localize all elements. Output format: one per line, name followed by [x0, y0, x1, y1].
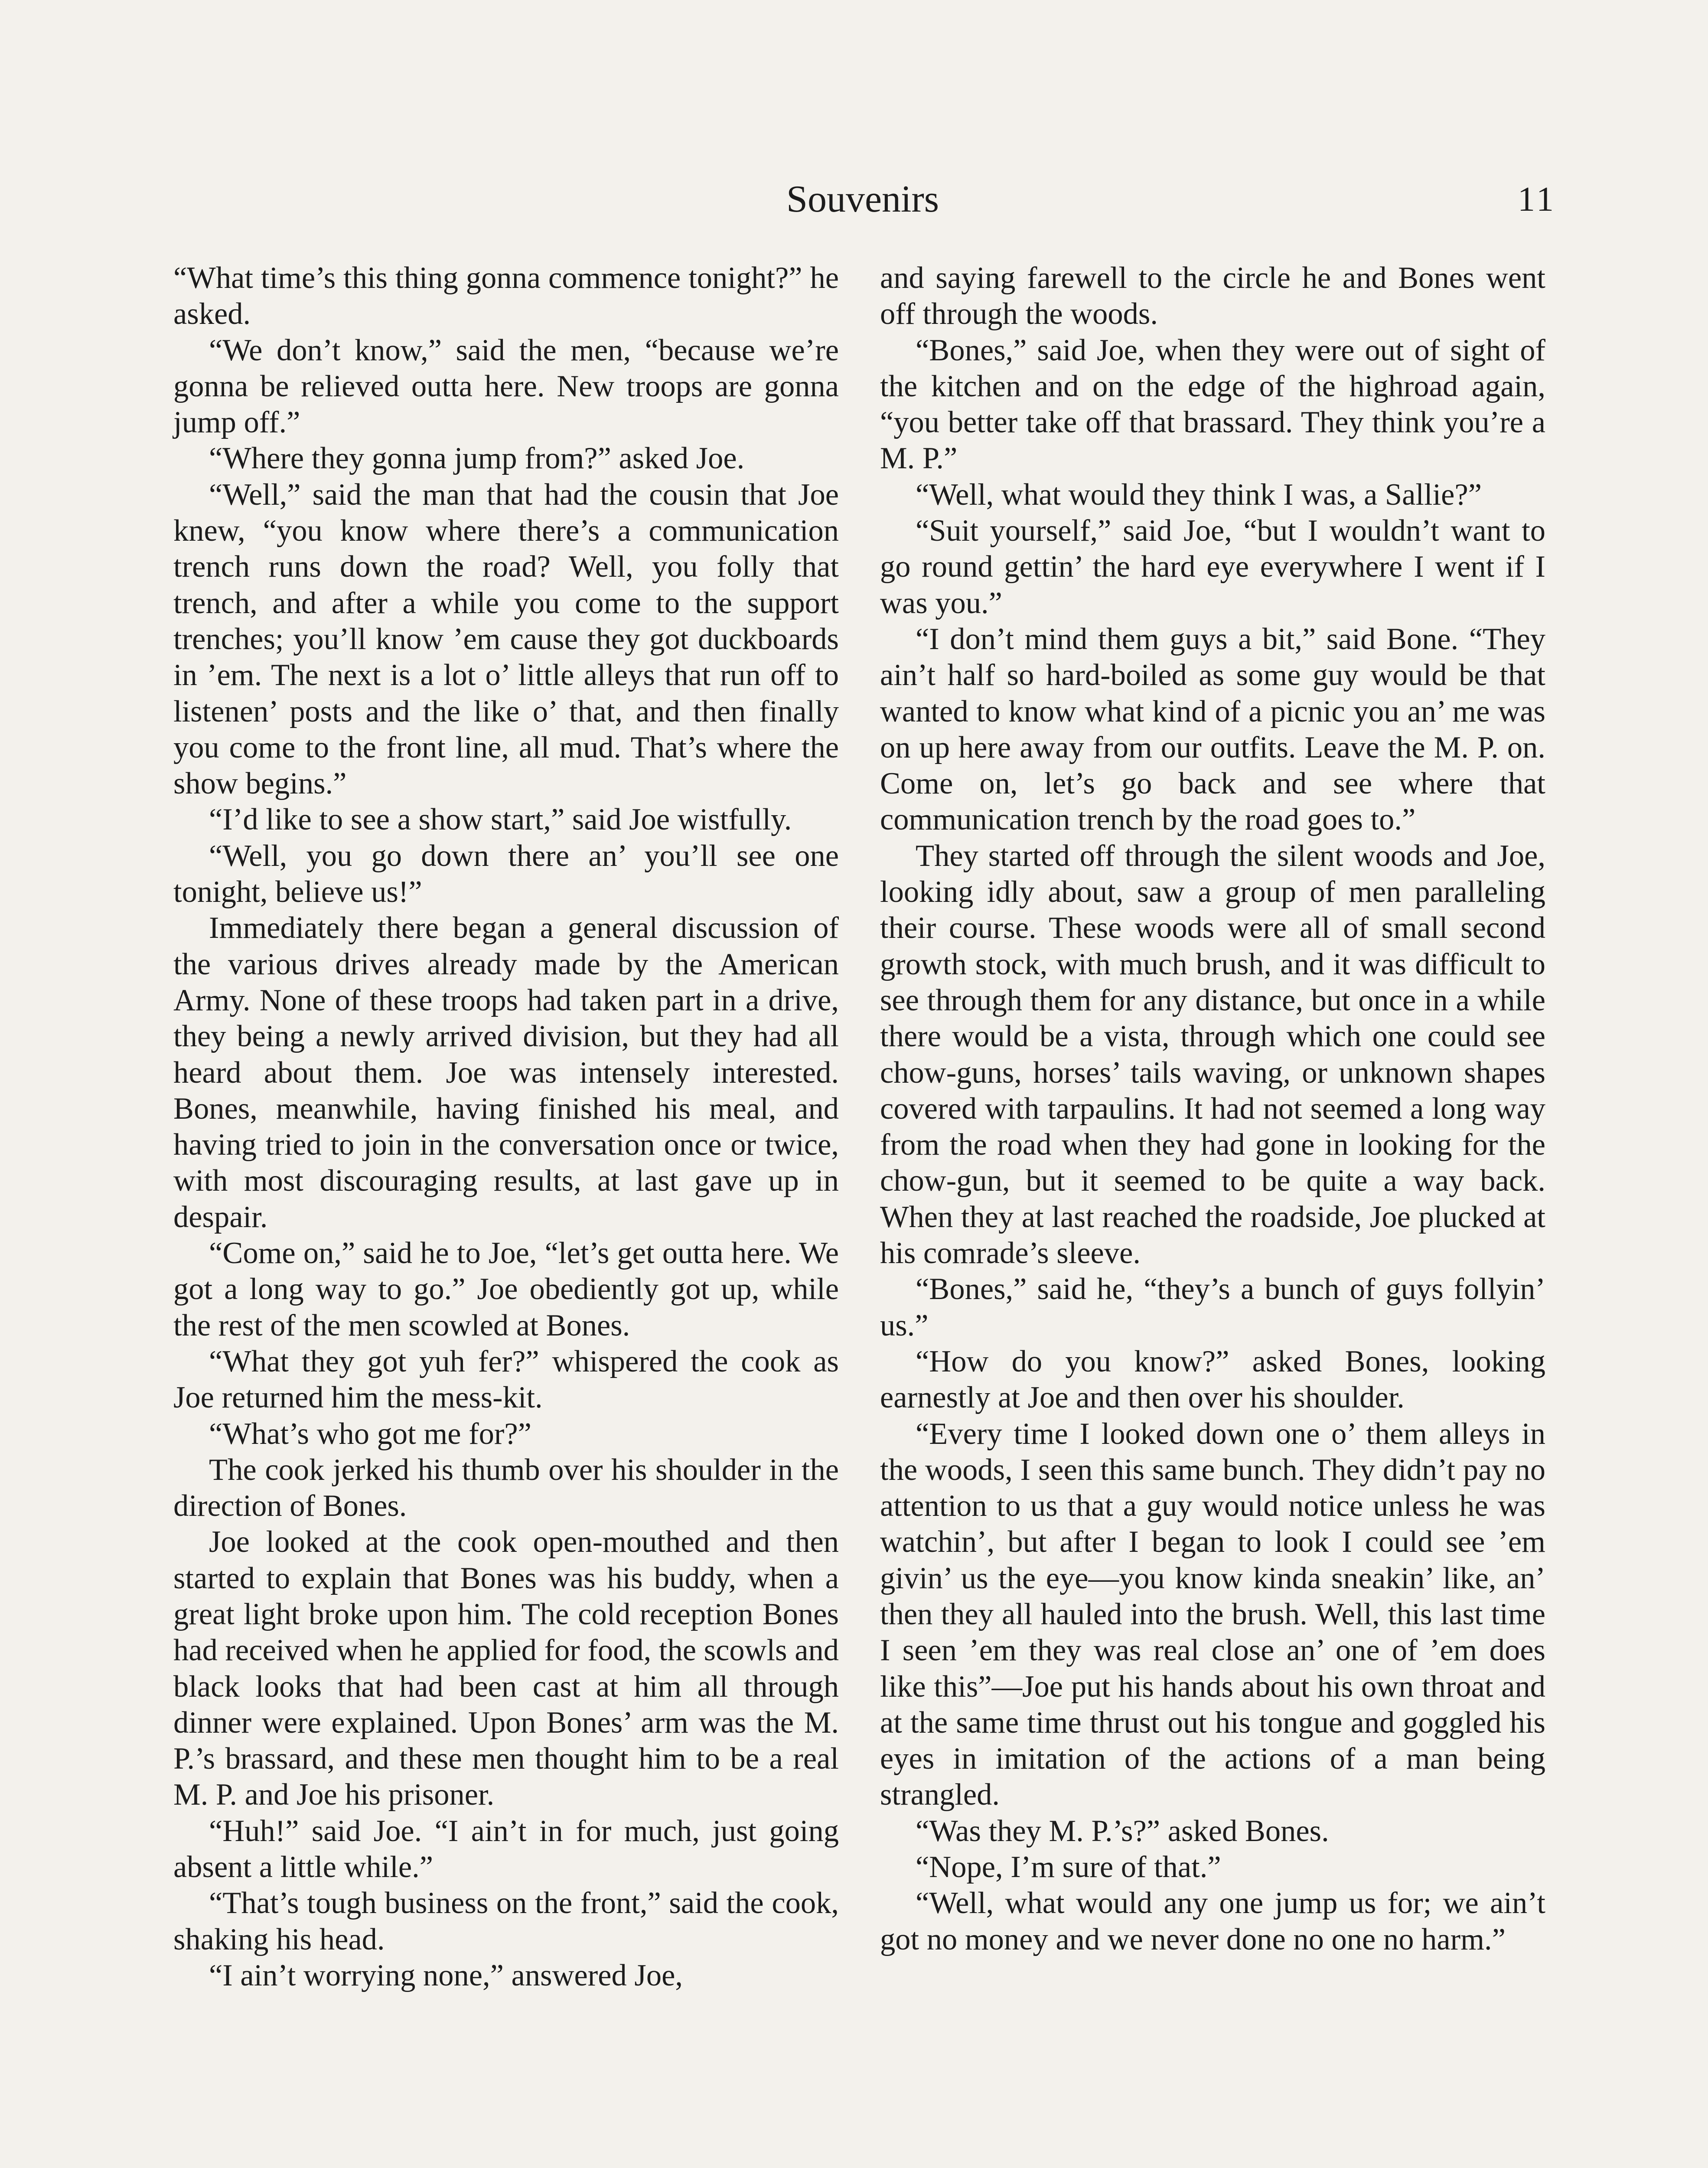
paragraph: “We don’t know,” said the men, “because we’re gonna be relieved outta here. New troops are gonna jump off.”: [173, 333, 839, 440]
left-text-column: [173, 260, 839, 1994]
paragraph: “Well, what would they think I was, a Sallie?”: [916, 477, 1482, 512]
paragraph: Immediately there began a general discussion of the various drives already made by the American Army. None of these troops had taken part in a drive, they being a newly arrived division, but they had all heard about them. Joe was intensely interested. Bones, meanwhile, having finished his meal, and having tried to join in the conversation once or twice, with most discouraging results, at last gave up in despair.: [173, 911, 839, 1234]
paragraph: “That’s tough business on the front,” said the cook, shaking his head.: [173, 1886, 839, 1956]
paragraph: “What’s who got me for?”: [209, 1417, 531, 1451]
running-head: [0, 171, 1708, 228]
paragraph: “Every time I looked down one o’ them alleys in the woods, I seen this same bunch. They didn’t pay no attention to us that a guy would notice unless he was watchin’, but after I began to look I could see ’em givin’ us the eye—you know kinda sneakin’ like, an’ then they all hauled into the brush. Well, this last time I seen ’em they was real close an’ one of ’em does like this”—Joe put his hands about his own throat and at the same time thrust out his tongue and goggled his eyes in imitation of the actions of a man being strangled.: [880, 1417, 1545, 1812]
paragraph: “What time’s this thing gonna commence tonight?” he asked.: [173, 261, 839, 331]
paragraph: They started off through the silent woods and Joe, looking idly about, saw a group of men paralleling their course. These woods were all of small second growth stock, with much brush, and it was difficult to see through them for any distance, but once in a while there would be a vista, through which one could see chow-guns, horses’ tails waving, or unknown shapes covered with tarpaulins. It had not seemed a long way from the road when they had gone in looking for the chow-gun, but it seemed to be quite a way back. When they at last reached the roadside, Joe plucked at his comrade’s sleeve.: [880, 839, 1545, 1270]
paragraph: Joe looked at the cook open-mouthed and then started to explain that Bones was his buddy, when a great light broke upon him. The cold reception Bones had received when he applied for food, the scowls and black looks that had been cast at him all through dinner were explained. Upon Bones’ arm was the M. P.’s brassard, and these men thought him to be a real M. P. and Joe his prisoner.: [173, 1525, 839, 1812]
paragraph: “Well,” said the man that had the cousin that Joe knew, “you know where there’s a communication trench runs down the road? Well, you folly that trench, and after a while you come to the support trenches; you’ll know ’em cause they got duckboards in ’em. The next is a lot o’ little alleys that run off to listenen’ posts and the like o’ that, and then finally you come to the front line, all mud. That’s where the show begins.”: [173, 477, 839, 801]
chapter-title: Souvenirs: [786, 178, 939, 220]
paragraph: “Bones,” said Joe, when they were out of sight of the kitchen and on the edge of the highroad again, “you better take off that brassard. They think you’re a M. P.”: [880, 333, 1545, 476]
paragraph: and saying farewell to the circle he and Bones went off through the woods.: [880, 261, 1545, 331]
paragraph: “I don’t mind them guys a bit,” said Bone. “They ain’t half so hard-boiled as some guy would be that wanted to know what kind of a picnic you an’ me was on up here away from our outfits. Leave the M. P. on. Come on, let’s go back and see where that communication trench by the road goes to.”: [880, 622, 1545, 837]
paragraph: “Well, you go down there an’ you’ll see one tonight, believe us!”: [173, 839, 839, 909]
paragraph: The cook jerked his thumb over his shoulder in the direction of Bones.: [173, 1453, 839, 1523]
paragraph: “Where they gonna jump from?” asked Joe.: [209, 441, 745, 476]
paragraph: “I ain’t worrying none,” answered Joe,: [209, 1958, 683, 1992]
page-number: 11: [1517, 180, 1556, 219]
paragraph: “I’d like to see a show start,” said Joe wistfully.: [209, 803, 792, 837]
paragraph: “How do you know?” asked Bones, looking earnestly at Joe and then over his shoulder.: [880, 1344, 1545, 1415]
paragraph: “Suit yourself,” said Joe, “but I wouldn’t want to go round gettin’ the hard eye everywhere I went if I was you.”: [880, 514, 1545, 620]
paragraph: “Come on,” said he to Joe, “let’s get outta here. We got a long way to go.” Joe obediently got up, while the rest of the men scowled at Bones.: [173, 1236, 839, 1342]
paragraph: “What they got yuh fer?” whispered the cook as Joe returned him the mess-kit.: [173, 1344, 839, 1415]
paragraph: “Huh!” said Joe. “I ain’t in for much, just going absent a little while.”: [173, 1814, 839, 1884]
paragraph: “Well, what would any one jump us for; we ain’t got no money and we never done no one no harm.”: [880, 1886, 1545, 1956]
right-text-column: [880, 260, 1545, 1958]
paragraph: “Bones,” said he, “they’s a bunch of guys follyin’ us.”: [880, 1272, 1545, 1342]
paragraph: “Was they M. P.’s?” asked Bones.: [916, 1814, 1329, 1848]
paragraph: “Nope, I’m sure of that.”: [916, 1850, 1221, 1884]
